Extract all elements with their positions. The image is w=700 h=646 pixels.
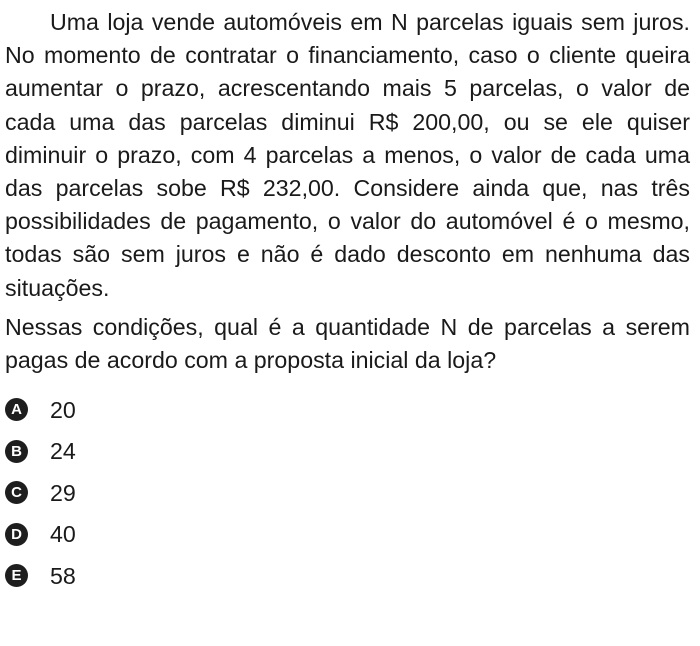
option-d[interactable]	[5, 514, 690, 556]
option-b[interactable]	[5, 431, 690, 473]
option-d-value: 40	[50, 521, 76, 548]
answer-options	[5, 389, 690, 597]
option-e-value: 58	[50, 562, 76, 589]
option-b-letter-badge: B	[5, 440, 28, 463]
question-prompt: Nessas condições, qual é a quantidade N de parcelas a serem pagas de acordo com a proposta inicial da loja?	[5, 313, 690, 374]
option-b-value: 24	[50, 438, 76, 465]
option-d-letter-badge: D	[5, 523, 28, 546]
option-c[interactable]	[5, 472, 690, 514]
question-statement: Uma loja vende automóveis em N parcelas iguais sem juros. No momento de contratar o financiamento, caso o cliente queira aumentar o prazo, acrescentando mais 5 parcelas, o valor de cada uma das parcelas diminui R$ 200,00, ou se ele quiser diminuir o prazo, com 4 parcelas a menos, o valor de cada uma das parcelas sobe R$ 232,00. Considere ainda que, nas três possibilidades de pagamento, o valor do automóvel é o mesmo, todas são sem juros e não é dado desconto em nenhuma das situações.	[5, 9, 690, 301]
option-a[interactable]	[5, 389, 690, 431]
option-c-value: 29	[50, 479, 76, 506]
option-c-letter-badge: C	[5, 481, 28, 504]
option-a-value: 20	[50, 396, 76, 423]
option-e-letter-badge: E	[5, 564, 28, 587]
option-a-letter-badge: A	[5, 398, 28, 421]
option-e[interactable]	[5, 555, 690, 597]
